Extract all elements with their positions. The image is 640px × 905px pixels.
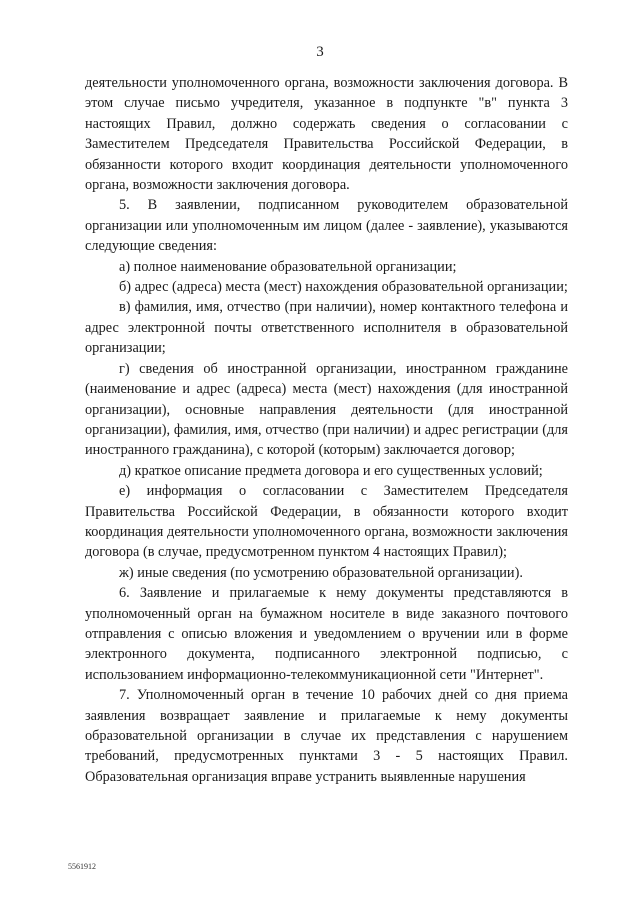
list-item-a: а) полное наименование образовательной организации;: [119, 258, 457, 275]
page-number: 3: [316, 44, 324, 60]
document-code: 5561912: [68, 862, 96, 871]
list-item-e: е) информация о согласовании с Заместителем Председателя Правительства Российской Федерации, в обязанности которого входит координация деятельности уполномоченного органа, возможности заключения договора (в случае, предусмотренном пунктом 4 настоящих Правил);: [85, 483, 568, 561]
list-item-zh: ж) иные сведения (по усмотрению образовательной организации).: [119, 564, 523, 581]
list-item-v: в) фамилия, имя, отчество (при наличии), номер контактного телефона и адрес электронной почты ответственного исполнителя в образовательной организации;: [85, 299, 568, 357]
document-body: [85, 73, 568, 787]
paragraph-7: 7. Уполномоченный орган в течение 10 рабочих дней со дня приема заявления возвращает заявление и прилагаемые к нему документы образовательной организации в случае их представления с нарушением требований, предусмотренных пунктами 3 - 5 настоящих Правил. Образовательная организация вправе устранить выявленные нарушения: [85, 687, 568, 785]
list-item-d: д) краткое описание предмета договора и его существенных условий;: [119, 462, 543, 479]
list-item-b: б) адрес (адреса) места (мест) нахождения образовательной организации;: [119, 279, 568, 296]
list-item-g: г) сведения об иностранной организации, иностранном гражданине (наименование и адрес (адреса) места (мест) нахождения (для иностранной организации), основные направления деятельности (для иностранной организации), фамилия, имя, отчество (при наличии) и адрес регистрации (для иностранного гражданина), с которой (которым) заключается договор;: [85, 360, 568, 459]
paragraph-6: 6. Заявление и прилагаемые к нему документы представляются в уполномоченный орган на бумажном носителе в виде заказного почтового отправления с описью вложения и уведомлением о вручении или в форме электронного документа, подписанного электронной подписью, с использованием информационно-телекоммуникационной сети "Интернет".: [85, 585, 568, 683]
paragraph-5: 5. В заявлении, подписанном руководителем образовательной организации или уполномоченным им лицом (далее - заявление), указываются следующие сведения:: [85, 197, 568, 255]
paragraph-continuation: деятельности уполномоченного органа, возможности заключения договора. В этом случае письмо учредителя, указанное в подпункте "в" пункта 3 настоящих Правил, должно содержать сведения о согласовании с Заместителем Председателя Правительства Российской Федерации, в обязанности которого входит координация деятельности уполномоченного органа, возможности заключения договора.: [85, 75, 568, 194]
